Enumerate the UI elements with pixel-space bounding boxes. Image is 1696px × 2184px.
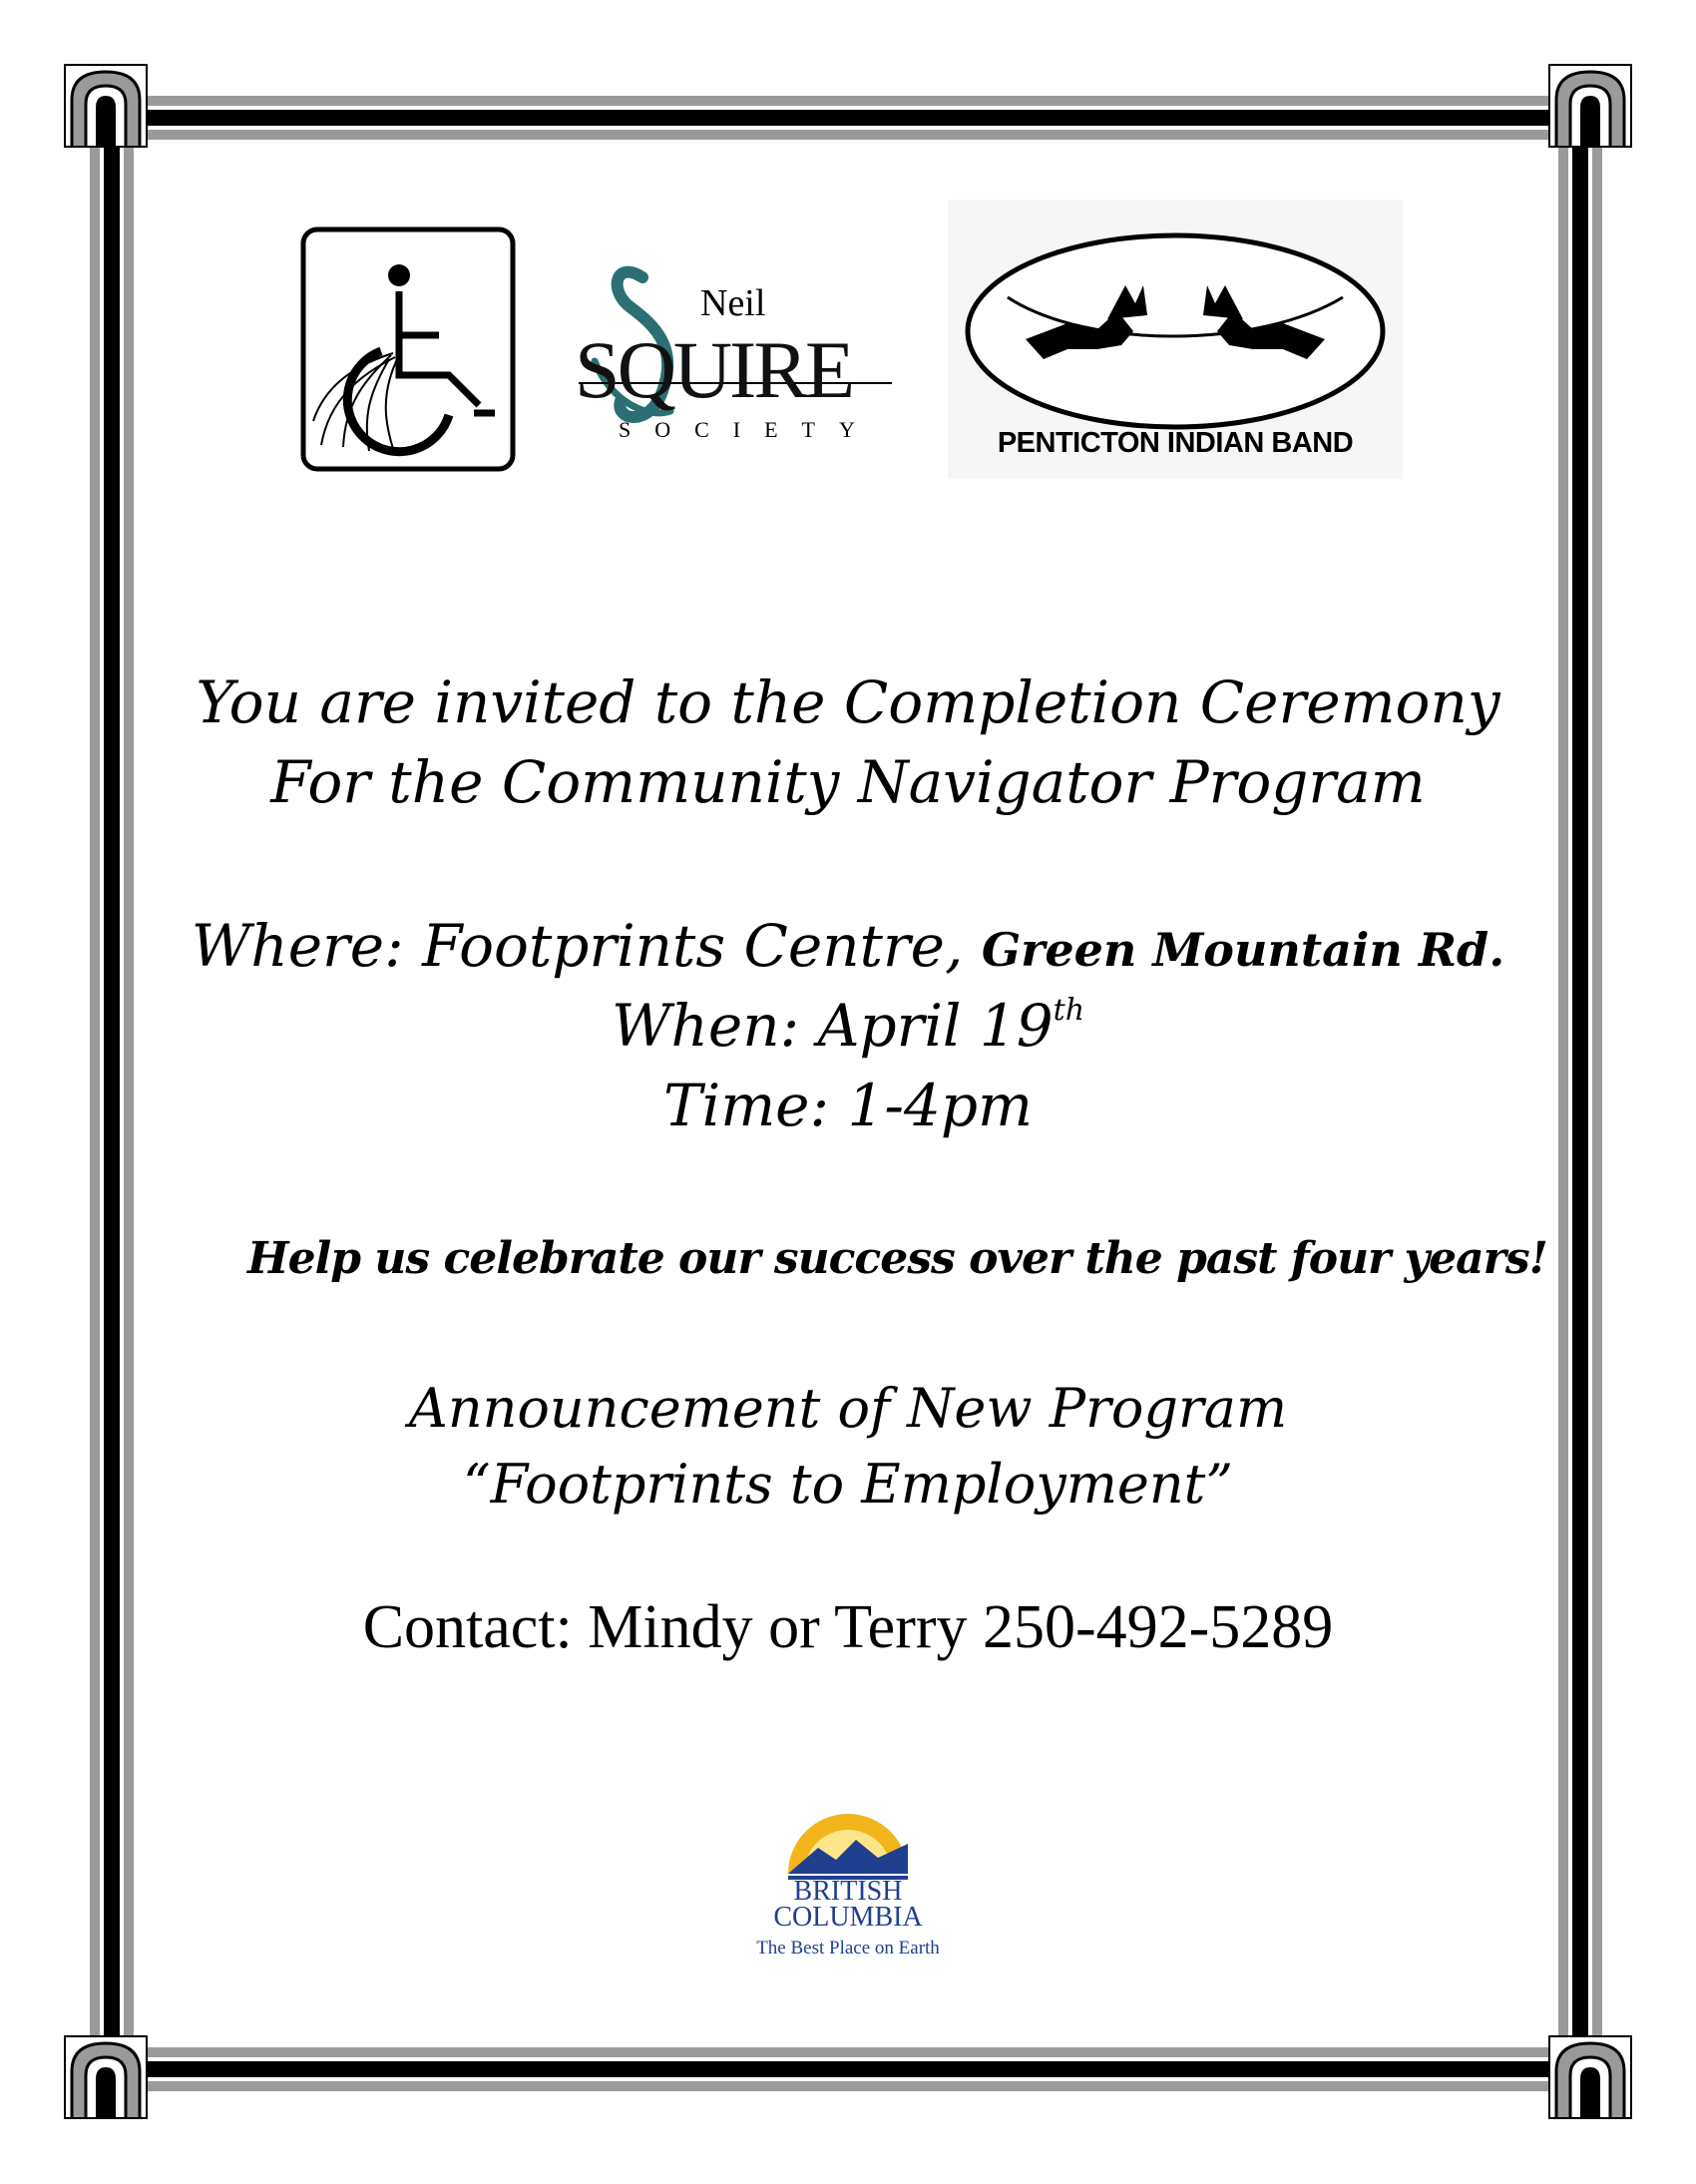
announcement-line-1: Announcement of New Program bbox=[408, 1377, 1288, 1440]
invitation-line-2: For the Community Navigator Program bbox=[270, 748, 1426, 816]
celebrate-text: Help us celebrate our success over the past four years! bbox=[247, 1233, 1547, 1284]
invitation-line-1: You are invited to the Completion Ceremony bbox=[196, 668, 1500, 736]
neil-squire-society-logo bbox=[575, 251, 904, 451]
frame-corner-bottom-right bbox=[1548, 2035, 1632, 2119]
frame-top-bar bbox=[100, 96, 1596, 144]
where-label: Where: bbox=[191, 912, 404, 980]
penticton-indian-band-logo bbox=[948, 200, 1403, 479]
time-value: 1-4pm bbox=[847, 1072, 1034, 1139]
frame-corner-top-left bbox=[64, 64, 148, 148]
wheelchair-feather-logo bbox=[299, 225, 517, 473]
contact-text: Contact: Mindy or Terry 250-492-5289 bbox=[362, 1593, 1334, 1661]
bc-line-2: COLUMBIA bbox=[773, 1902, 923, 1933]
time-label: Time: bbox=[662, 1072, 830, 1139]
frame-corner-bottom-left bbox=[64, 2035, 148, 2119]
announcement-line-2: “Footprints to Employment” bbox=[463, 1453, 1233, 1516]
bc-line-1: BRITISH bbox=[793, 1876, 903, 1907]
squire-name-text: SQUIRE bbox=[575, 324, 853, 415]
wheelchair-icon bbox=[299, 225, 517, 473]
where-road: Green Mountain Rd. bbox=[981, 923, 1505, 977]
bc-tagline: The Best Place on Earth bbox=[756, 1938, 940, 1959]
frame-bottom-bar bbox=[100, 2047, 1596, 2095]
when-line bbox=[0, 986, 1696, 1066]
squire-society-text: SOCIETY bbox=[619, 417, 879, 442]
band-name-text: PENTICTON INDIAN BAND bbox=[997, 427, 1354, 459]
where-line bbox=[0, 906, 1696, 990]
when-label: When: bbox=[611, 992, 800, 1060]
frame-corner-top-right bbox=[1548, 64, 1632, 148]
when-suffix: th bbox=[1053, 993, 1085, 1028]
squire-neil-text: Neil bbox=[700, 282, 766, 324]
time-line bbox=[0, 1066, 1696, 1145]
british-columbia-logo bbox=[738, 1782, 958, 1962]
where-value: Footprints Centre, bbox=[422, 912, 964, 980]
when-value: April 19 bbox=[817, 992, 1054, 1060]
bc-sun-mountain-icon bbox=[738, 1782, 958, 1882]
